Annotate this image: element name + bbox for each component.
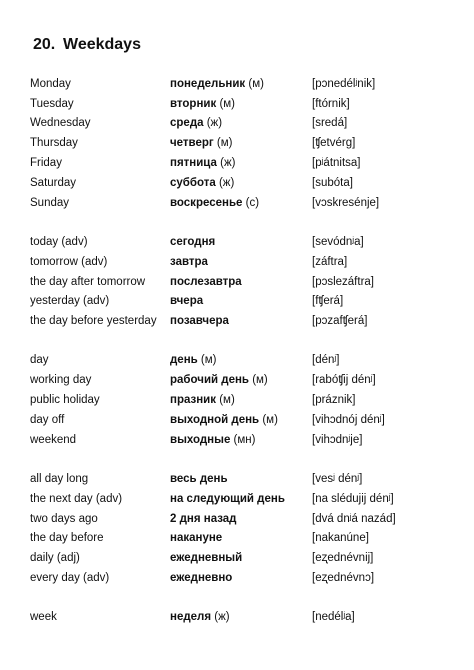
vocab-row: [30, 232, 460, 252]
russian-term-cell: [170, 137, 312, 149]
english-term: Wednesday: [30, 117, 91, 130]
russian-word: послезавтра: [170, 275, 242, 288]
english-term: today (adv): [30, 235, 88, 248]
section-number: 20.: [33, 36, 56, 53]
transcription: [pʲátnitsa]: [312, 157, 361, 170]
russian-word: вчера: [170, 295, 204, 308]
russian-term-cell: [170, 197, 312, 209]
russian-term-cell: [170, 98, 312, 110]
english-term: Tuesday: [30, 97, 74, 110]
transcription: [rabóʧij dénʲ]: [312, 374, 376, 387]
russian-word: накануне: [170, 532, 223, 545]
russian-term-cell: [170, 572, 312, 584]
russian-word: неделя: [170, 611, 212, 624]
english-term: the day after tomorrow: [30, 275, 146, 288]
gender-marker: (м): [219, 97, 236, 110]
transcription: [sredá]: [312, 117, 348, 130]
english-term: Monday: [30, 77, 71, 90]
vocab-row: [30, 390, 460, 410]
english-term: two days ago: [30, 512, 98, 525]
gender-marker: (м): [200, 354, 217, 367]
vocab-row: [30, 607, 460, 627]
english-term: week: [30, 611, 57, 624]
vocab-row: [30, 114, 460, 134]
russian-word: рабочий день: [170, 374, 249, 387]
english-term: daily (adj): [30, 552, 80, 565]
russian-word: ежедневно: [170, 571, 233, 584]
russian-word: вторник: [170, 97, 217, 110]
transcription: [eʐednévnij]: [312, 552, 374, 565]
english-term: day off: [30, 413, 65, 426]
vocab-row: [30, 351, 460, 371]
vocab-row: [30, 291, 460, 311]
russian-term-cell: [170, 276, 312, 288]
gender-marker: (м): [219, 394, 235, 407]
transcription: [pɔslezáftra]: [312, 275, 374, 288]
russian-word: празник: [170, 394, 216, 407]
russian-term-cell: [170, 532, 312, 544]
vocabulary-list: [30, 74, 460, 647]
vocab-group: [30, 74, 460, 213]
gender-marker: (мн): [233, 433, 256, 446]
transcription: [subóta]: [312, 176, 353, 189]
english-term: working day: [30, 374, 92, 387]
russian-word: позавчера: [170, 315, 229, 328]
gender-marker: (ж): [206, 117, 223, 130]
russian-word: четверг: [170, 137, 214, 150]
vocab-row: [30, 272, 460, 292]
vocab-row: [30, 489, 460, 509]
english-term: weekend: [30, 433, 77, 446]
vocab-row: [30, 430, 460, 450]
russian-term-cell: [170, 177, 312, 189]
transcription: [ftórnik]: [312, 97, 350, 110]
transcription: [eʐednévnɔ]: [312, 571, 375, 584]
russian-term-cell: [170, 611, 312, 623]
transcription: [sevódnʲa]: [312, 235, 364, 248]
russian-term-cell: [170, 394, 312, 406]
vocab-row: [30, 153, 460, 173]
english-term: day: [30, 354, 49, 367]
english-term: every day (adv): [30, 571, 110, 584]
english-term: public holiday: [30, 394, 100, 407]
russian-word: ежедневный: [170, 552, 243, 565]
vocab-group: [30, 607, 460, 627]
russian-term-cell: [170, 552, 312, 564]
russian-word: суббота: [170, 176, 216, 189]
english-term: Thursday: [30, 137, 78, 150]
english-term: Sunday: [30, 196, 70, 209]
english-term: the day before: [30, 532, 104, 545]
russian-term-cell: [170, 493, 312, 505]
russian-word: понедельник: [170, 77, 246, 90]
vocab-row: [30, 311, 460, 331]
russian-word: среда: [170, 117, 204, 130]
vocab-row: [30, 133, 460, 153]
russian-term-cell: [170, 157, 312, 169]
gender-marker: (с): [245, 196, 260, 209]
vocab-row: [30, 548, 460, 568]
russian-word: сегодня: [170, 235, 216, 248]
vocab-row: [30, 528, 460, 548]
transcription: [nakanúne]: [312, 532, 369, 545]
vocab-row: [30, 370, 460, 390]
transcription: [vɔskresénje]: [312, 196, 380, 209]
transcription: [na slédujij dénʲ]: [312, 492, 394, 505]
vocab-row: [30, 410, 460, 430]
vocab-row: [30, 509, 460, 529]
vocab-row: [30, 173, 460, 193]
english-term: all day long: [30, 472, 89, 485]
english-term: Saturday: [30, 176, 77, 189]
transcription: [pɔnedélʲnik]: [312, 77, 376, 90]
section-title: Weekdays: [63, 36, 141, 53]
russian-term-cell: [170, 78, 312, 90]
russian-word: пятница: [170, 157, 217, 170]
russian-term-cell: [170, 117, 312, 129]
russian-word: день: [170, 354, 198, 367]
gender-marker: (м): [248, 77, 264, 90]
russian-word: выходные: [170, 433, 231, 446]
russian-term-cell: [170, 513, 312, 525]
gender-marker: (м): [262, 413, 278, 426]
russian-word: на следующий день: [170, 492, 285, 505]
russian-word: выходной день: [170, 413, 260, 426]
gender-marker: (ж): [214, 611, 230, 624]
vocab-row: [30, 252, 460, 272]
russian-word: воскресенье: [170, 196, 243, 209]
vocab-group: [30, 232, 460, 331]
russian-term-cell: [170, 414, 312, 426]
russian-term-cell: [170, 236, 312, 248]
transcription: [nedélʲa]: [312, 611, 355, 624]
gender-marker: (ж): [220, 157, 236, 170]
transcription: [dénʲ]: [312, 354, 340, 367]
russian-word: завтра: [170, 255, 208, 268]
gender-marker: (ж): [218, 176, 235, 189]
english-term: the next day (adv): [30, 492, 123, 505]
vocab-group: [30, 469, 460, 588]
russian-term-cell: [170, 374, 312, 386]
vocab-row: [30, 193, 460, 213]
russian-term-cell: [170, 434, 312, 446]
transcription: [záftra]: [312, 255, 348, 268]
vocab-row: [30, 94, 460, 114]
transcription: [vihɔdnój dénʲ]: [312, 413, 385, 426]
gender-marker: (м): [252, 374, 268, 387]
transcription: [vesʲ dénʲ]: [312, 472, 363, 485]
gender-marker: (м): [216, 137, 233, 150]
english-term: the day before yesterday: [30, 315, 157, 328]
russian-term-cell: [170, 473, 312, 485]
russian-term-cell: [170, 256, 312, 268]
english-term: yesterday (adv): [30, 295, 110, 308]
transcription: [práznik]: [312, 394, 356, 407]
vocab-row: [30, 568, 460, 588]
english-term: tomorrow (adv): [30, 255, 108, 268]
page-title: [33, 36, 141, 54]
transcription: [fʧerá]: [312, 295, 344, 308]
russian-word: 2 дня назад: [170, 512, 237, 525]
russian-term-cell: [170, 315, 312, 327]
transcription: [ʧetvérg]: [312, 137, 356, 150]
russian-term-cell: [170, 354, 312, 366]
russian-term-cell: [170, 295, 312, 307]
vocab-group: [30, 351, 460, 450]
vocab-row: [30, 469, 460, 489]
english-term: Friday: [30, 157, 62, 170]
russian-word: весь день: [170, 472, 228, 485]
transcription: [pɔzafʧerá]: [312, 315, 368, 328]
vocab-row: [30, 74, 460, 94]
transcription: [dvá dnʲá nazád]: [312, 512, 396, 525]
transcription: [vihɔdnʲje]: [312, 433, 363, 446]
